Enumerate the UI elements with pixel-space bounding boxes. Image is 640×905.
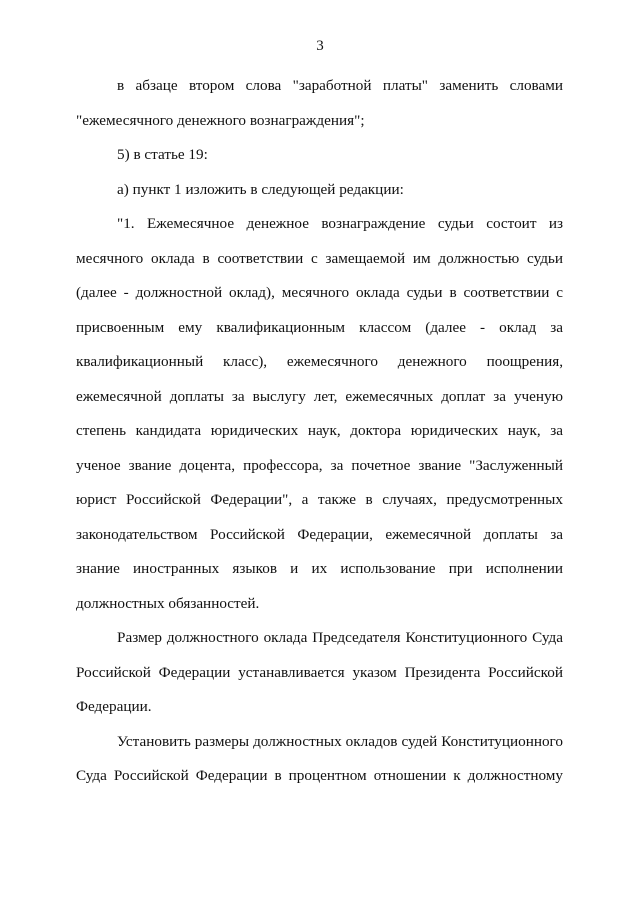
text-line: Установить размеры должностных окладов судей Конституционного <box>117 732 563 750</box>
text-line: степень кандидата юридических наук, доктора юридических наук, за <box>76 422 563 439</box>
text-line: а) пункт 1 изложить в следующей редакции: <box>117 180 404 198</box>
document-body <box>76 69 563 794</box>
text-line: месячного оклада в соответствии с замещаемой им должностью судьи <box>76 249 563 267</box>
text-line: Российской Федерации устанавливается указом Президента Российской <box>76 663 563 681</box>
text-line: законодательством Российской Федерации, ежемесячной доплаты за <box>76 525 563 543</box>
page-number: 3 <box>316 38 324 54</box>
text-line: должностных обязанностей. <box>76 594 260 612</box>
text-line: в абзаце втором слова "заработной платы" заменить словами <box>117 77 563 94</box>
text-line: ежемесячной доплаты за выслугу лет, ежемесячных доплат за ученую <box>76 387 563 405</box>
text-line: присвоенным ему квалификационным классом (далее - оклад за <box>76 318 563 336</box>
text-line: юрист Российской Федерации", а также в случаях, предусмотренных <box>76 491 563 508</box>
text-line: знание иностранных языков и их использование при исполнении <box>76 560 563 577</box>
text-line: "1. Ежемесячное денежное вознаграждение судьи состоит из <box>117 215 563 232</box>
text-line: (далее - должностной оклад), месячного оклада судьи в соответствии с <box>76 284 563 301</box>
text-line: ученое звание доцента, профессора, за почетное звание "Заслуженный <box>76 456 563 474</box>
text-line: Федерации. <box>76 698 152 715</box>
text-line: Суда Российской Федерации в процентном отношении к должностному <box>76 767 563 784</box>
text-line: квалификационный класс), ежемесячного денежного поощрения, <box>76 353 563 370</box>
text-line: "ежемесячного денежного вознаграждения"; <box>76 111 365 129</box>
text-line: 5) в статье 19: <box>117 146 208 163</box>
text-line: Размер должностного оклада Председателя Конституционного Суда <box>117 629 563 646</box>
